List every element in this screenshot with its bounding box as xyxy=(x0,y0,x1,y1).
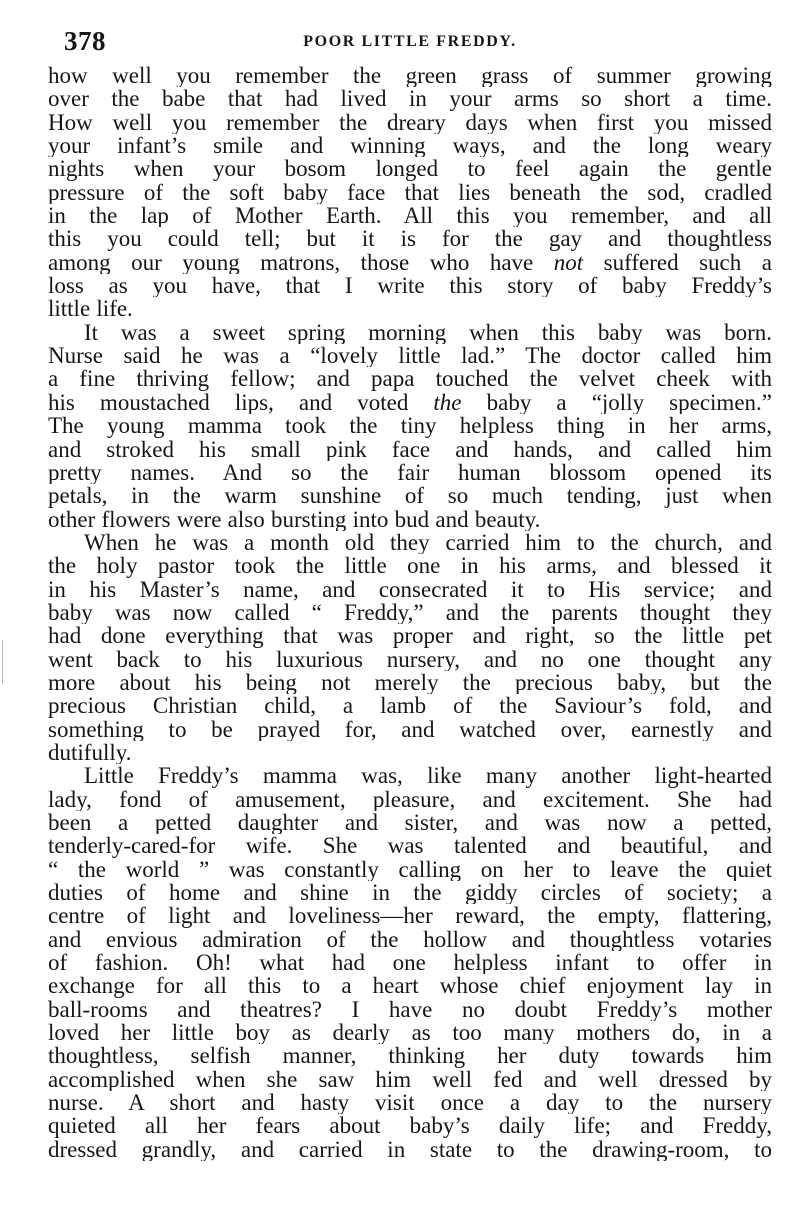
text-line: nurse. A short and hasty visit once a day to the nursery xyxy=(48,1091,772,1115)
text-line: centre of light and loveliness—her reward, the empty, flattering, xyxy=(48,904,772,928)
running-head xyxy=(48,26,772,64)
text-line: Nurse said he was a “lovely little lad.” The doctor called him xyxy=(48,344,772,368)
paragraph-end-line: other flowers were also bursting into bud and beauty. xyxy=(48,507,541,531)
running-title: POOR LITTLE FREDDY. xyxy=(303,33,517,50)
paragraph-first-line: Little Freddy’s mamma was, like many another light-hearted xyxy=(84,764,772,788)
text-line: been a petted daughter and sister, and was now a petted, xyxy=(48,811,772,835)
text-line: pressure of the soft baby face that lies beneath the sod, cradled xyxy=(48,180,772,205)
text-line: tenderly-cared-for wife. She was talented and beautiful, and xyxy=(48,834,772,858)
text-line: in the lap of Mother Earth. All this you remember, and all xyxy=(48,204,772,228)
text-line xyxy=(48,391,772,414)
text-line: baby was now called “ Freddy,” and the parents thought they xyxy=(48,600,772,625)
text-line: how well you remember the green grass of summer growing xyxy=(48,64,772,88)
text-line: loss as you have, that I write this story of baby Freddy’s xyxy=(48,274,772,298)
text-line: lady, fond of amusement, pleasure, and excitement. She had xyxy=(48,787,772,811)
text-segment: suffered such a xyxy=(583,250,772,275)
text-line: of fashion. Oh! what had one helpless infant to offer in xyxy=(48,951,772,975)
italic-word: the xyxy=(433,390,462,415)
text-line: thoughtless, selfish manner, thinking her duty towards him xyxy=(48,1044,772,1068)
text-line: accomplished when she saw him well fed and well dressed by xyxy=(48,1067,772,1092)
paragraph-end-line: little life. xyxy=(48,297,133,321)
text-line: and envious admiration of the hollow and thoughtless votaries xyxy=(48,927,772,952)
text-line: quieted all her fears about baby’s daily life; and Freddy, xyxy=(48,1114,772,1138)
book-page xyxy=(48,26,772,1196)
text-line: this you could tell; but it is for the gay and thoughtless xyxy=(48,227,772,251)
text-line: duties of home and shine in the giddy circles of society; a xyxy=(48,881,772,905)
paragraph-first-line: It was a sweet spring morning when this baby was born. xyxy=(84,320,772,345)
text-line: over the babe that had lived in your arms so short a time. xyxy=(48,87,772,111)
text-segment: his moustached lips, and voted xyxy=(48,390,434,415)
text-line: “ the world ” was constantly calling on her to leave the quiet xyxy=(48,857,772,882)
text-segment: baby a “jolly specimen.” xyxy=(461,390,772,415)
text-line: something to be prayed for, and watched over, earnestly and xyxy=(48,717,772,741)
scan-edge-mark xyxy=(2,640,3,684)
page-number: 378 xyxy=(64,26,106,56)
text-line: more about his being not merely the precious baby, but the xyxy=(48,670,772,695)
paragraph-end-line: dutifully. xyxy=(48,740,132,765)
text-line: precious Christian child, a lamb of the Saviour’s fold, and xyxy=(48,694,772,718)
text-line: your infant’s smile and winning ways, and the long weary xyxy=(48,134,772,158)
italic-word: not xyxy=(553,250,584,275)
paragraph-first-line: When he was a month old they carried him to the church, and xyxy=(84,530,772,555)
text-line: a fine thriving fellow; and papa touched the velvet cheek with xyxy=(48,367,772,391)
text-line: in his Master’s name, and consecrated it to His service; and xyxy=(48,577,772,601)
body-text xyxy=(48,64,772,1161)
text-line: and stroked his small pink face and hands, and called him xyxy=(48,437,772,461)
text-line: the holy pastor took the little one in his arms, and blessed it xyxy=(48,554,772,578)
text-line xyxy=(48,251,772,274)
text-line: went back to his luxurious nursery, and no one thought any xyxy=(48,647,772,671)
text-line: ball-rooms and theatres? I have no doubt Freddy’s mother xyxy=(48,997,772,1022)
text-line: The young mamma took the tiny helpless thing in her arms, xyxy=(48,414,772,438)
text-line: exchange for all this to a heart whose chief enjoyment lay in xyxy=(48,974,772,998)
text-line: nights when your bosom longed to feel again the gentle xyxy=(48,157,772,181)
text-segment: among our young matrons, those who have xyxy=(48,250,554,275)
text-line: loved her little boy as dearly as too many mothers do, in a xyxy=(48,1021,772,1045)
text-line: pretty names. And so the fair human blossom opened its xyxy=(48,460,772,485)
text-line: dressed grandly, and carried in state to the drawing-room, to xyxy=(48,1137,772,1162)
text-line: had done everything that was proper and right, so the little pet xyxy=(48,624,772,648)
text-line: How well you remember the dreary days when first you missed xyxy=(48,110,772,135)
text-line: petals, in the warm sunshine of so much tending, just when xyxy=(48,484,772,508)
